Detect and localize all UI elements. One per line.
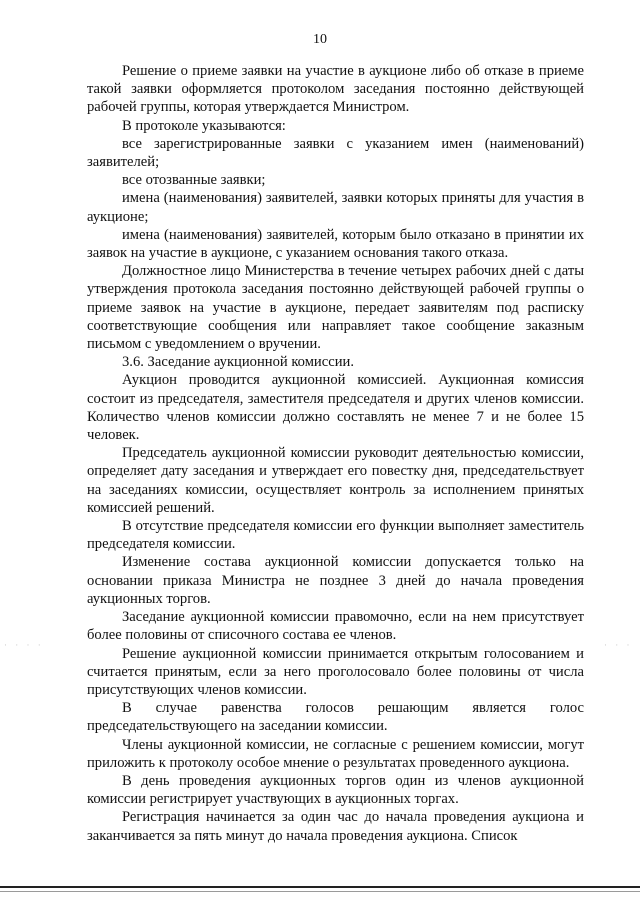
paragraph: В день проведения аукционных торгов один из членов аукционной комиссии регистрирует участвующих в аукционных торгах.: [87, 772, 584, 808]
scan-edge-mark: · · · ·: [4, 640, 44, 650]
section-heading: 3.6. Заседание аукционной комиссии.: [122, 354, 354, 371]
paragraph: Регистрация начинается за один час до начала проведения аукциона и заканчивается за пять минут до начала проведения аукциона. Список: [87, 809, 584, 844]
paragraph: Решение о приеме заявки на участие в аукционе либо об отказе в приеме такой заявки оформляется протоколом заседания постоянно действующей рабочей группы, которая утверждается Министром.: [87, 63, 584, 116]
paragraph: Заседание аукционной комиссии правомочно, если на нем присутствует более половины от списочного состава ее членов.: [87, 609, 584, 644]
paragraph: Члены аукционной комиссии, не согласные с решением комиссии, могут приложить к протоколу особое мнение о результатах проведенного аукциона.: [87, 736, 584, 771]
document-body: [87, 62, 584, 845]
paragraph: Решение аукционной комиссии принимается открытым голосованием и считается принятым, если за него проголосовало более половины от числа присутствующих членов комиссии.: [87, 645, 584, 698]
paragraph: Должностное лицо Министерства в течение четырех рабочих дней с даты утверждения протокола заседания постоянно действующей рабочей группы о приеме заявок на участие в аукционе, передает заявителям под расписку соответствующие сообщения или направляет такое сообщение заказным письмом с уведомлением о вручении.: [87, 263, 584, 353]
paragraph: Аукцион проводится аукционной комиссией. Аукционная комиссия состоит из председателя, заместителя председателя и других членов комиссии. Количество членов комиссии должно составлять не менее 7 и не более 15 человек.: [87, 372, 584, 444]
paragraph: все зарегистрированные заявки с указанием имен (наименований) заявителей;: [87, 135, 584, 171]
paragraph: имена (наименования) заявителей, заявки которых приняты для участия в аукционе;: [87, 190, 584, 225]
page-number: 10: [313, 32, 327, 47]
paragraph: все отозванные заявки;: [122, 172, 266, 189]
paragraph: Изменение состава аукционной комиссии допускается только на основании приказа Министра не позднее 3 дней до начала проведения аукционных торгов.: [87, 554, 584, 607]
paragraph: Председатель аукционной комиссии руководит деятельностью комиссии, определяет дату заседания и утверждает его повестку дня, председательствует на заседаниях комиссии, осуществляет контроль за исполнением принятых комиссией решений.: [87, 445, 584, 516]
paragraph: В случае равенства голосов решающим является голос председательствующего на заседании комиссии.: [87, 700, 584, 735]
page-bottom-rule: [0, 886, 640, 888]
paragraph: В отсутствие председателя комиссии его функции выполняет заместитель председателя комиссии.: [87, 518, 584, 553]
paragraph: В протоколе указываются:: [122, 117, 286, 134]
page-bottom-rule: [0, 891, 640, 892]
paragraph: имена (наименования) заявителей, которым было отказано в принятии их заявок на участие в аукционе, с указанием основания такого отказа.: [87, 226, 584, 262]
scan-edge-mark: · · ·: [604, 640, 633, 650]
